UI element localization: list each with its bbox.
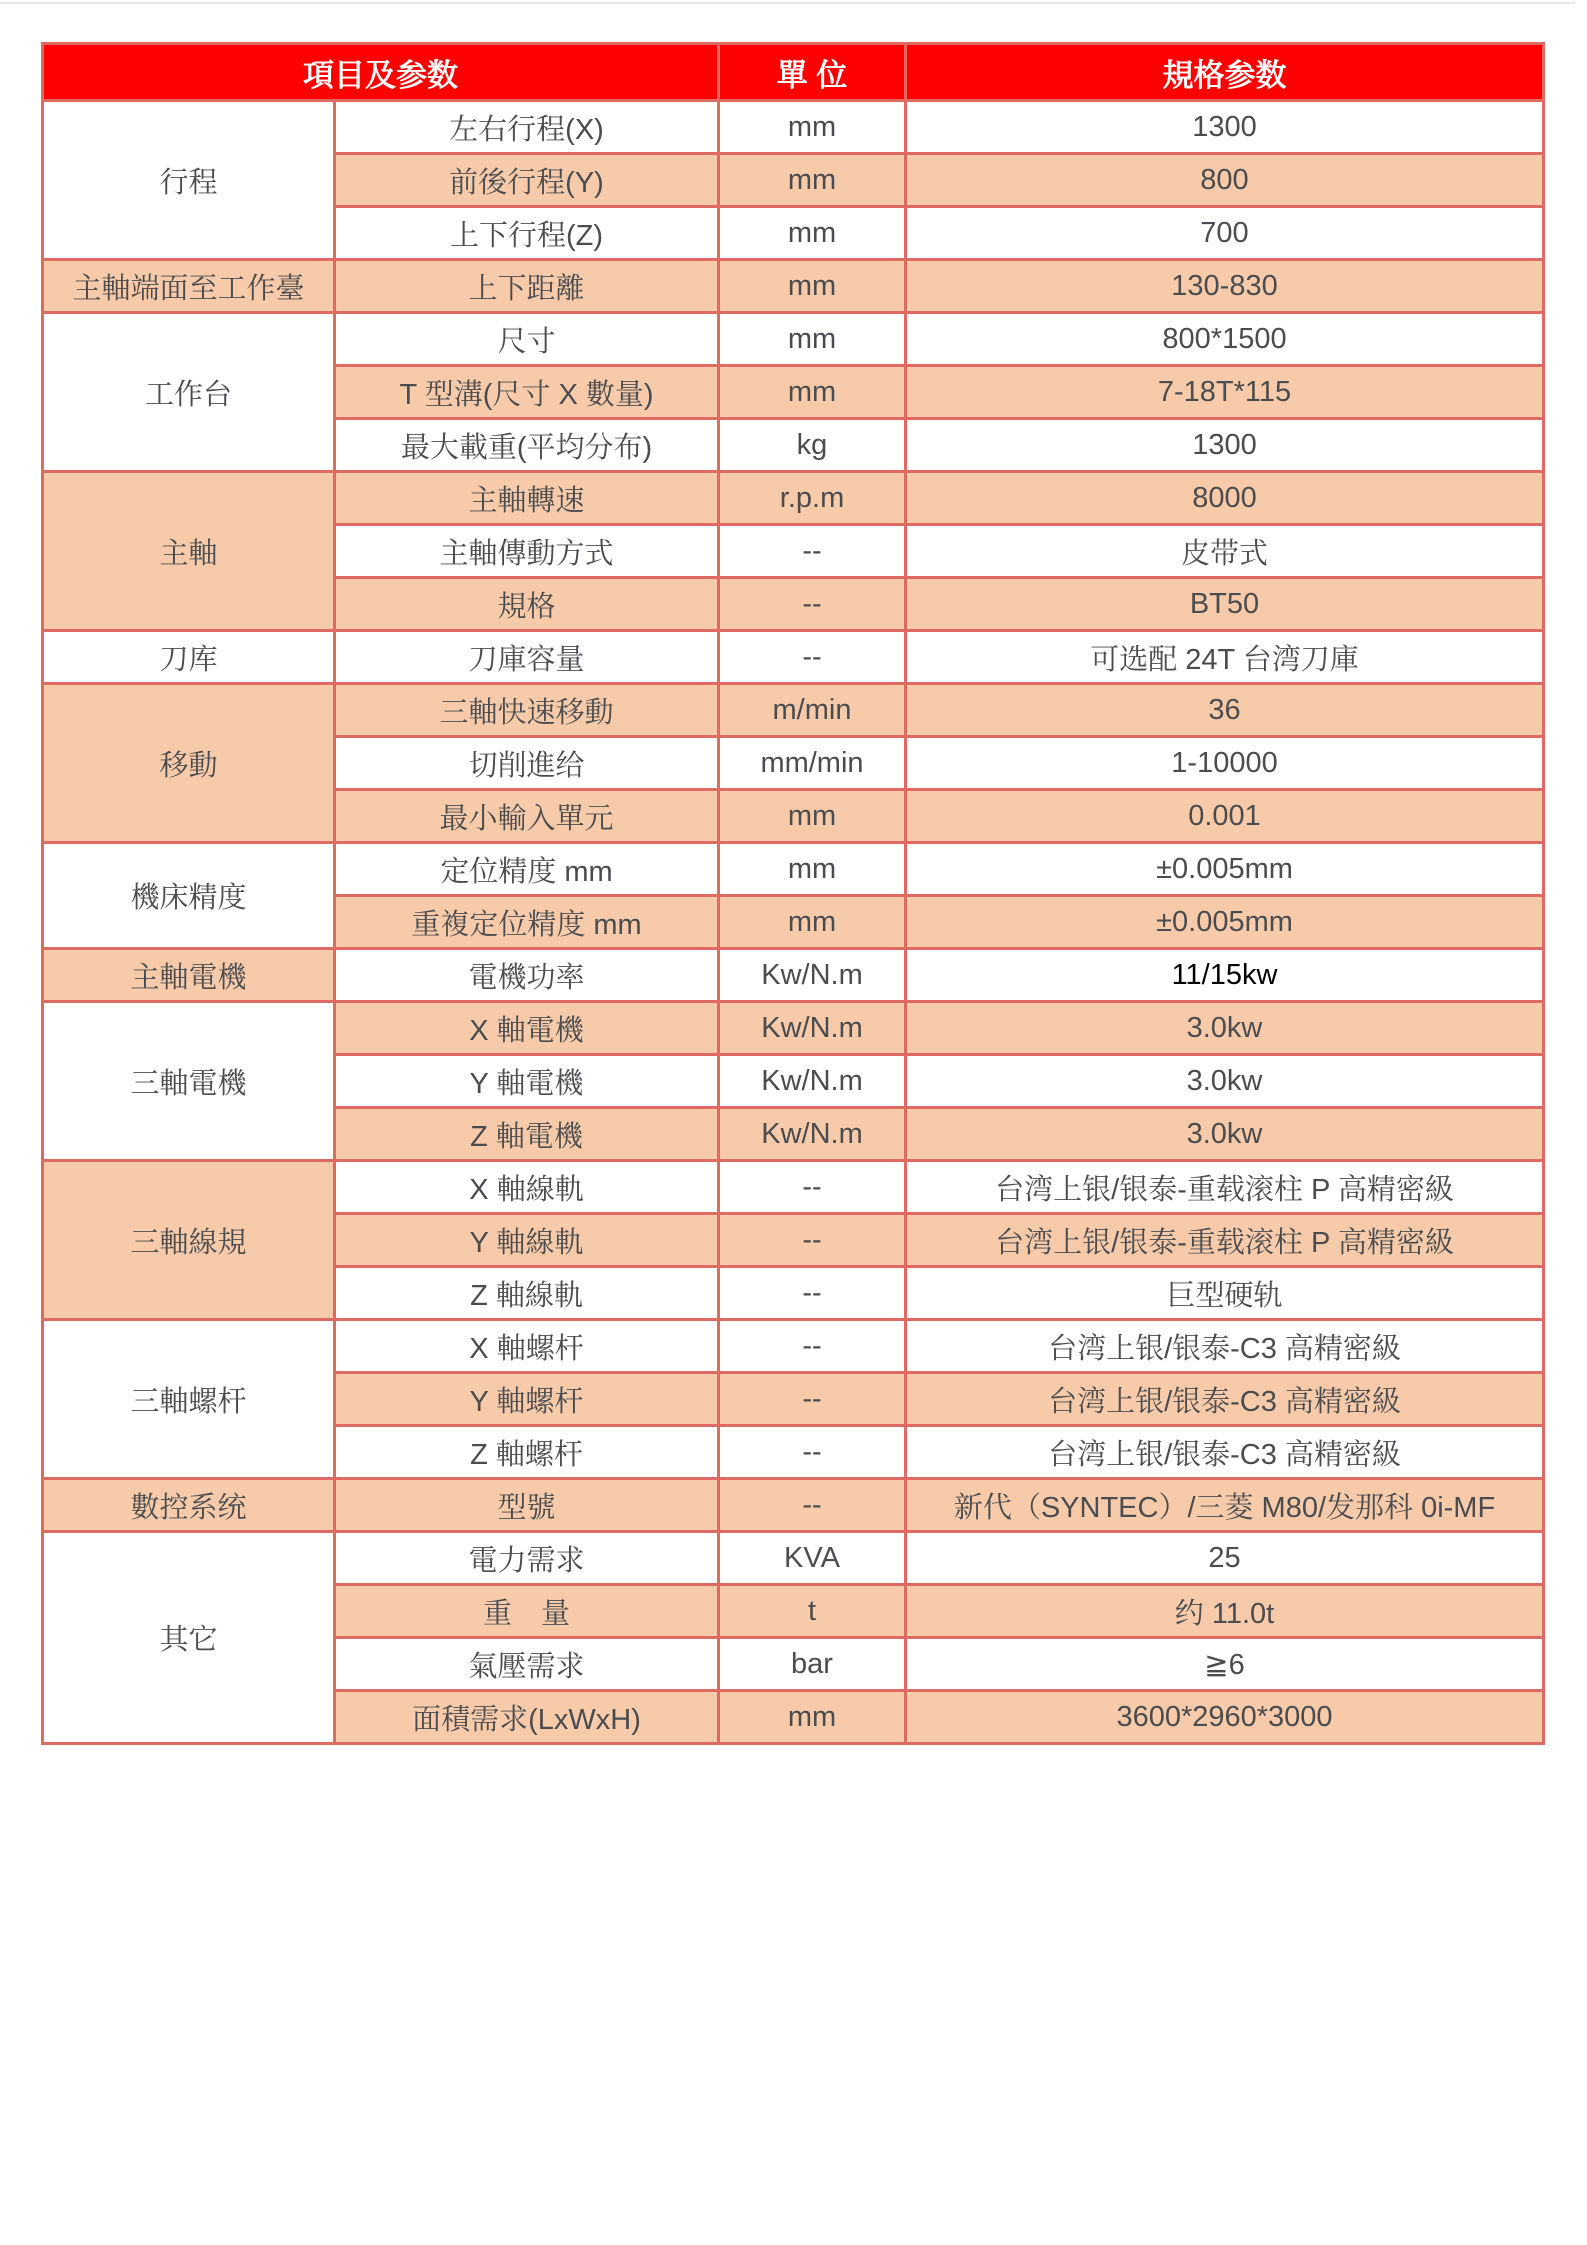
unit-cell: -- — [719, 631, 906, 684]
value-cell: 新代（SYNTEC）/三菱 M80/发那科 0i-MF — [906, 1479, 1544, 1532]
value-cell: 1300 — [906, 101, 1544, 154]
param-cell: 上下行程(Z) — [335, 207, 719, 260]
value-cell: 台湾上银/银泰-C3 高精密級 — [906, 1426, 1544, 1479]
param-cell: T 型溝(尺寸 X 數量) — [335, 366, 719, 419]
table-row — [43, 843, 1544, 896]
unit-cell: -- — [719, 525, 906, 578]
machine-spec-table — [41, 42, 1545, 1745]
category-cell: 主軸電機 — [43, 949, 335, 1002]
category-cell: 工作台 — [43, 313, 335, 472]
param-cell: 上下距離 — [335, 260, 719, 313]
unit-cell: KVA — [719, 1532, 906, 1585]
value-cell: 台湾上银/银泰-重载滚柱 P 高精密級 — [906, 1161, 1544, 1214]
value-cell: 800 — [906, 154, 1544, 207]
param-cell: Z 軸線軌 — [335, 1267, 719, 1320]
value-cell: 台湾上银/银泰-C3 高精密級 — [906, 1373, 1544, 1426]
value-cell: 7-18T*115 — [906, 366, 1544, 419]
param-cell: 重 量 — [335, 1585, 719, 1638]
category-cell: 三軸螺杆 — [43, 1320, 335, 1479]
param-cell: 型號 — [335, 1479, 719, 1532]
param-cell: 最大載重(平均分布) — [335, 419, 719, 472]
value-cell: 3.0kw — [906, 1055, 1544, 1108]
value-cell: 巨型硬轨 — [906, 1267, 1544, 1320]
unit-cell: -- — [719, 1320, 906, 1373]
param-cell: 尺寸 — [335, 313, 719, 366]
value-cell: 1300 — [906, 419, 1544, 472]
category-cell: 刀库 — [43, 631, 335, 684]
unit-cell: mm — [719, 1691, 906, 1744]
table-row — [43, 1320, 1544, 1373]
param-cell: Z 軸螺杆 — [335, 1426, 719, 1479]
category-cell: 其它 — [43, 1532, 335, 1744]
category-cell: 機床精度 — [43, 843, 335, 949]
param-cell: 主軸轉速 — [335, 472, 719, 525]
unit-cell: Kw/N.m — [719, 1002, 906, 1055]
value-cell: ≧6 — [906, 1638, 1544, 1691]
page-top-divider — [0, 2, 1575, 4]
table-row — [43, 949, 1544, 1002]
param-cell: 切削進给 — [335, 737, 719, 790]
value-cell: ±0.005mm — [906, 843, 1544, 896]
category-cell: 主軸端面至工作臺 — [43, 260, 335, 313]
value-cell: 130-830 — [906, 260, 1544, 313]
param-cell: 刀庫容量 — [335, 631, 719, 684]
param-cell: 左右行程(X) — [335, 101, 719, 154]
unit-cell: mm — [719, 366, 906, 419]
header-unit: 單 位 — [719, 44, 906, 101]
param-cell: 最小輸入單元 — [335, 790, 719, 843]
value-cell: 皮带式 — [906, 525, 1544, 578]
table-row — [43, 260, 1544, 313]
unit-cell: -- — [719, 1214, 906, 1267]
param-cell: 電力需求 — [335, 1532, 719, 1585]
table-row — [43, 1002, 1544, 1055]
table-row — [43, 101, 1544, 154]
value-cell: 11/15kw — [906, 949, 1544, 1002]
value-cell: 1-10000 — [906, 737, 1544, 790]
param-cell: 氣壓需求 — [335, 1638, 719, 1691]
param-cell: Y 軸電機 — [335, 1055, 719, 1108]
value-cell: 可选配 24T 台湾刀庫 — [906, 631, 1544, 684]
param-cell: 規格 — [335, 578, 719, 631]
unit-cell: Kw/N.m — [719, 949, 906, 1002]
param-cell: 面積需求(LxWxH) — [335, 1691, 719, 1744]
unit-cell: -- — [719, 1373, 906, 1426]
value-cell: 台湾上银/银泰-C3 高精密級 — [906, 1320, 1544, 1373]
unit-cell: mm — [719, 207, 906, 260]
value-cell: 3.0kw — [906, 1002, 1544, 1055]
param-cell: X 軸螺杆 — [335, 1320, 719, 1373]
header-items-params: 項目及参数 — [43, 44, 719, 101]
param-cell: 三軸快速移動 — [335, 684, 719, 737]
header-spec: 規格参数 — [906, 44, 1544, 101]
value-cell: 0.001 — [906, 790, 1544, 843]
param-cell: 電機功率 — [335, 949, 719, 1002]
value-cell: 台湾上银/银泰-重载滚柱 P 高精密級 — [906, 1214, 1544, 1267]
table-row — [43, 631, 1544, 684]
unit-cell: Kw/N.m — [719, 1108, 906, 1161]
category-cell: 移動 — [43, 684, 335, 843]
unit-cell: -- — [719, 1267, 906, 1320]
unit-cell: mm/min — [719, 737, 906, 790]
table-row — [43, 472, 1544, 525]
param-cell: 前後行程(Y) — [335, 154, 719, 207]
unit-cell: t — [719, 1585, 906, 1638]
value-cell: BT50 — [906, 578, 1544, 631]
unit-cell: mm — [719, 154, 906, 207]
unit-cell: r.p.m — [719, 472, 906, 525]
unit-cell: -- — [719, 1479, 906, 1532]
value-cell: 3600*2960*3000 — [906, 1691, 1544, 1744]
value-cell: 8000 — [906, 472, 1544, 525]
param-cell: X 軸電機 — [335, 1002, 719, 1055]
unit-cell: -- — [719, 1161, 906, 1214]
unit-cell: mm — [719, 101, 906, 154]
unit-cell: m/min — [719, 684, 906, 737]
table-row — [43, 1532, 1544, 1585]
param-cell: 主軸傳動方式 — [335, 525, 719, 578]
unit-cell: mm — [719, 790, 906, 843]
unit-cell: Kw/N.m — [719, 1055, 906, 1108]
table-row — [43, 313, 1544, 366]
unit-cell: mm — [719, 313, 906, 366]
value-cell: 约 11.0t — [906, 1585, 1544, 1638]
unit-cell: mm — [719, 260, 906, 313]
param-cell: Y 軸螺杆 — [335, 1373, 719, 1426]
table-row — [43, 1161, 1544, 1214]
param-cell: Z 軸電機 — [335, 1108, 719, 1161]
value-cell: 800*1500 — [906, 313, 1544, 366]
unit-cell: bar — [719, 1638, 906, 1691]
category-cell: 三軸線規 — [43, 1161, 335, 1320]
unit-cell: kg — [719, 419, 906, 472]
category-cell: 三軸電機 — [43, 1002, 335, 1161]
table-row — [43, 1479, 1544, 1532]
category-cell: 數控系统 — [43, 1479, 335, 1532]
value-cell: 36 — [906, 684, 1544, 737]
header-row — [43, 44, 1544, 101]
param-cell: 重複定位精度 mm — [335, 896, 719, 949]
table-row — [43, 684, 1544, 737]
unit-cell: -- — [719, 1426, 906, 1479]
category-cell: 行程 — [43, 101, 335, 260]
param-cell: X 軸線軌 — [335, 1161, 719, 1214]
unit-cell: -- — [719, 578, 906, 631]
param-cell: 定位精度 mm — [335, 843, 719, 896]
value-cell: ±0.005mm — [906, 896, 1544, 949]
param-cell: Y 軸線軌 — [335, 1214, 719, 1267]
category-cell: 主軸 — [43, 472, 335, 631]
value-cell: 700 — [906, 207, 1544, 260]
value-cell: 25 — [906, 1532, 1544, 1585]
unit-cell: mm — [719, 843, 906, 896]
value-cell: 3.0kw — [906, 1108, 1544, 1161]
unit-cell: mm — [719, 896, 906, 949]
